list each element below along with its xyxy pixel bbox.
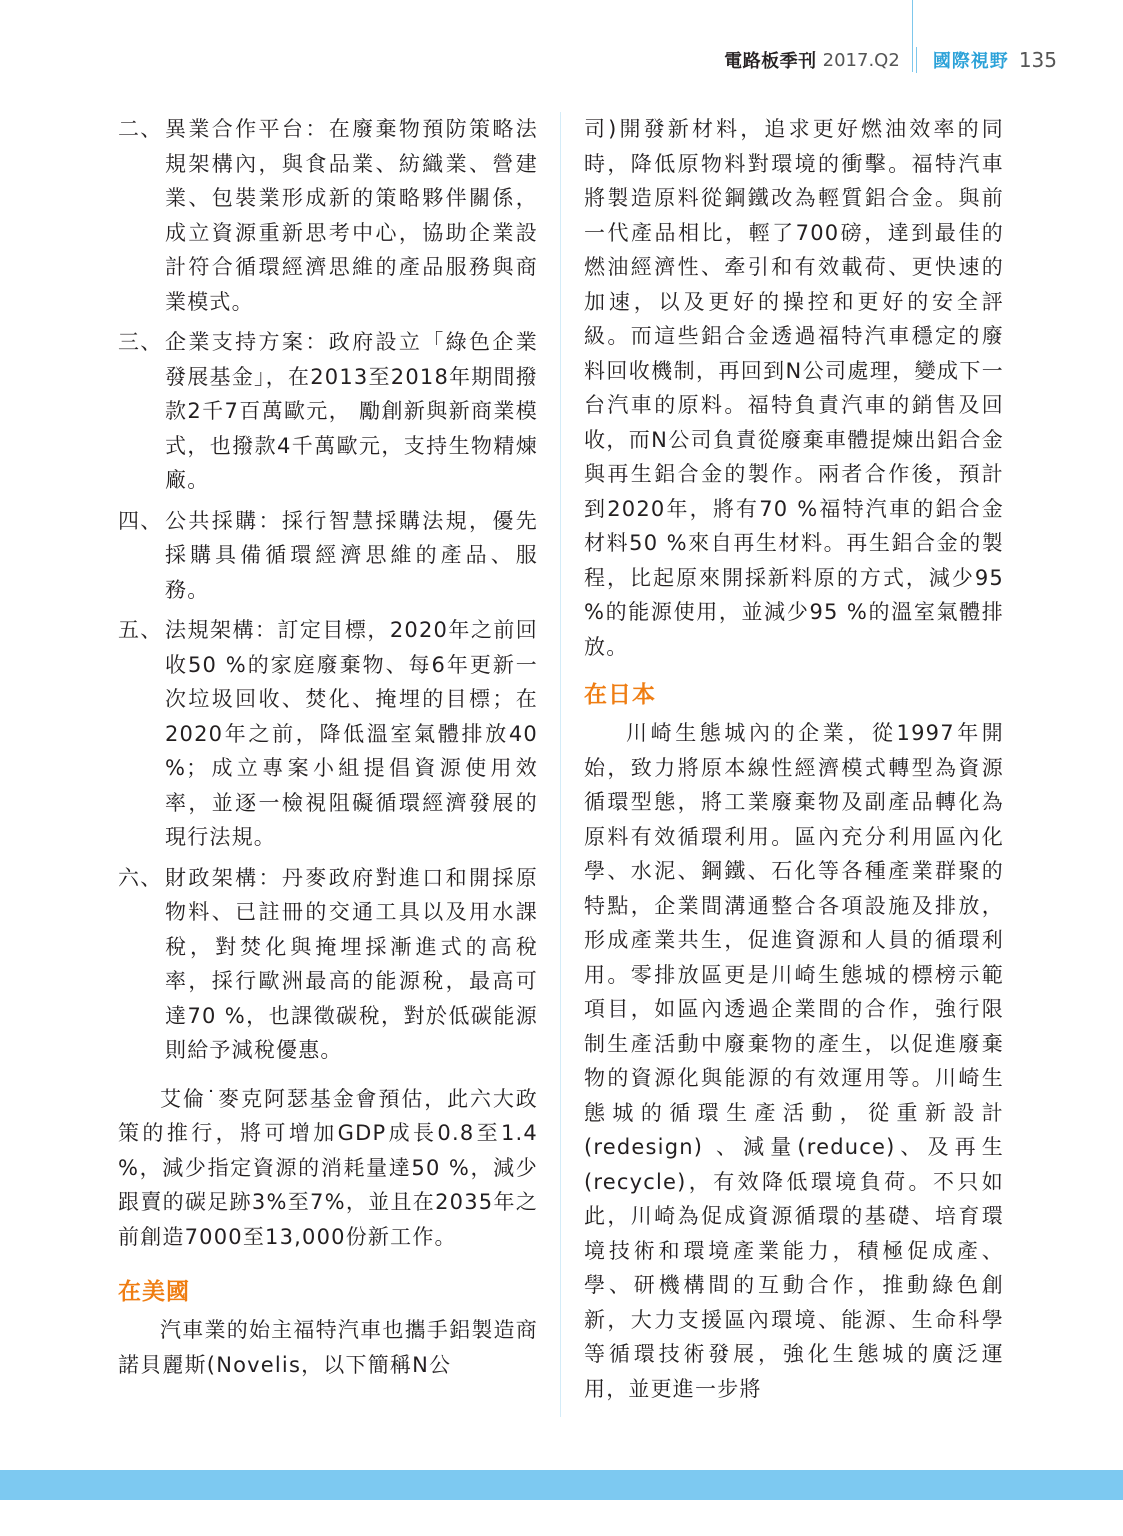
- section-heading-usa: 在美國: [118, 1279, 190, 1305]
- list-item: [118, 112, 538, 319]
- list-item: [118, 325, 538, 498]
- issue-label: 2017.Q2: [822, 49, 900, 71]
- list-item-text: 公共採購：採行智慧採購法規，優先採購具備循環經濟思維的產品、服務。: [165, 508, 538, 602]
- column-divider: [560, 112, 561, 1417]
- usa-paragraph: 汽車業的始主福特汽車也攜手鋁製造商諾貝麗斯(Novelis，以下簡稱N公: [118, 1318, 538, 1377]
- list-item-number: 五、: [118, 618, 163, 642]
- usa-paragraph-continued: 司)開發新材料，追求更好燃油效率的同時，降低原物料對環境的衝擊。福特汽車將製造原料從鋼鐵改為輕質鋁合金。與前一代產品相比，輕了700磅，達到最佳的燃油經濟性、牽引和有效載荷、更快速的加速，以及更好的操控和更好的安全評級。而這些鋁合金透過福特汽車穩定的廢料回收機制，再回到N公司處理，變成下一台汽車的原料。福特負責汽車的銷售及回收，而N公司負責從廢棄車體提煉出鋁合金與再生鋁合金的製作。兩者合作後，預計到2020年，將有70 %福特汽車的鋁合金材料50 %來自再生材料。再生鋁合金的製程，比起原來開採新料原的方式，減少95 %的能源使用，並減少95 %的溫室氣體排放。: [584, 117, 1004, 659]
- page-header: [724, 42, 1057, 78]
- list-item-text: 異業合作平台：在廢棄物預防策略法規架構內，與食品業、紡織業、營建業、包裝業形成新的策略夥伴關係，成立資源重新思考中心，協助企業設計符合循環經濟思維的產品服務與商業模式。: [165, 117, 538, 314]
- summary-paragraph: 艾倫˙麥克阿瑟基金會預估，此六大政策的推行，將可增加GDP成長0.8至1.4 %，減少指定資源的消耗量達50 %，減少跟賣的碳足跡3%至7%，並且在2035年之前創造7000至13,000份新工作。: [118, 1086, 538, 1249]
- footer-band: [0, 1470, 1123, 1500]
- list-item-text: 財政架構：丹麥政府對進口和開採原物料、已註冊的交通工具以及用水課稅，對焚化與掩埋採漸進式的高稅率，採行歐洲最高的能源稅，最高可達70 %，也課徵碳稅，對於低碳能源則給予減稅優惠。: [165, 865, 538, 1062]
- list-item: [118, 504, 538, 608]
- list-item-number: 四、: [118, 508, 163, 533]
- japan-paragraph: 川崎生態城內的企業，從1997年開始，致力將原本線性經濟模式轉型為資源循環型態，將工業廢棄物及副產品轉化為原料有效循環利用。區內充分利用區內化學、水泥、鋼鐵、石化等各種產業群聚的特點，企業間溝通整合各項設施及排放，形成產業共生，促進資源和人員的循環利用。零排放區更是川崎生態城的標榜示範項目，如區內透過企業間的合作，強行限制生產活動中廢棄物的產生，以促進廢棄物的資源化與能源的有效運用等。川崎生態城的循環生產活動，從重新設計(redesign) 、減量(reduce)、及再生(recycle)，有效降低環境負荷。不只如此，川崎為促成資源循環的基礎、培育環境技術和環境產業能力，積極促成產、學、研機構間的互動合作，推動綠色創新，大力支援區內環境、能源、生命科學等循環技術發展，強化生態城的廣泛運用，並更進一步將: [584, 721, 1004, 1401]
- list-item: [118, 861, 538, 1068]
- list-item-text: 法規架構：訂定目標，2020年之前回收50 %的家庭廢棄物、每6年更新一次垃圾回收、焚化、掩埋的目標；在2020年之前，降低溫室氣體排放40 %；成立專案小組提倡資源使用效率，並逐一檢視阻礙循環經濟發展的現行法規。: [165, 618, 538, 849]
- list-item-number: 三、: [118, 330, 163, 354]
- left-column: [118, 112, 538, 1403]
- section-title: 國際視野: [932, 51, 1009, 72]
- right-column: [584, 112, 1004, 1427]
- header-divider: [916, 47, 917, 73]
- list-item-number: 六、: [118, 865, 163, 890]
- list-item: [118, 613, 538, 855]
- magazine-title: 電路板季刊: [724, 51, 817, 72]
- page-number: 135: [1018, 48, 1057, 72]
- section-heading-japan: 在日本: [584, 682, 656, 708]
- list-item-text: 企業支持方案：政府設立「綠色企業發展基金」，在2013至2018年期間撥款2千7百萬歐元， 勵創新與新商業模式，也撥款4千萬歐元，支持生物精煉廠。: [165, 330, 538, 492]
- list-item-number: 二、: [118, 117, 163, 141]
